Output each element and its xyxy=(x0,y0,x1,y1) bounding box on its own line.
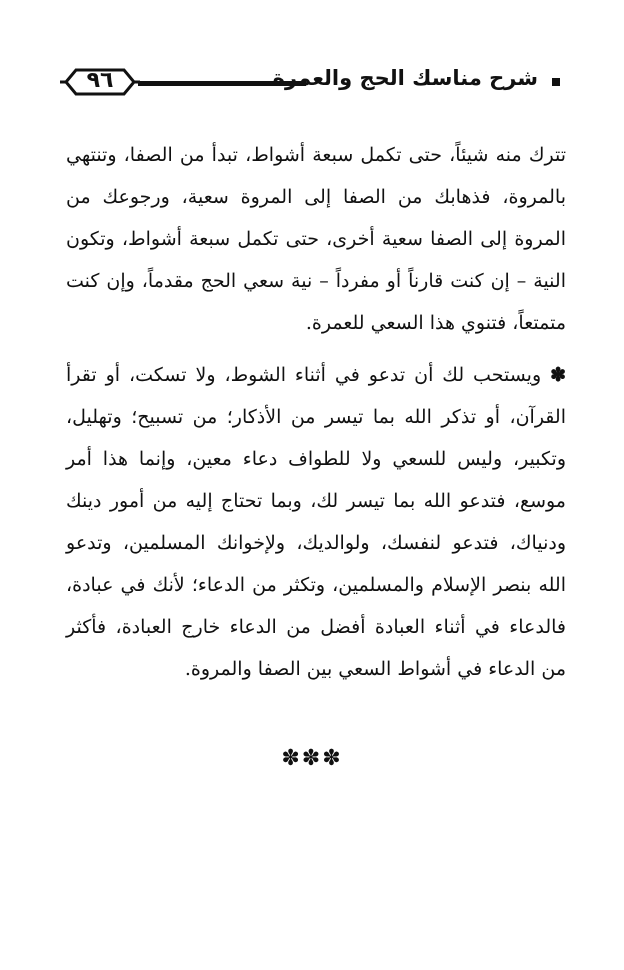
paragraph-2-text: ويستحب لك أن تدعو في أثناء الشوط، ولا تسكت، أو تقرأ القرآن، أو تذكر الله بما تيسر من الأذكار؛ من تسبيح؛ وتهليل، وتكبير، وليس للسعي ولا للطواف دعاء معين، وإنما هذا أمر موسع، فتدعو الله بما تيسر لك، وبما تحتاج إليه من أمور دينك ودنياك، فتدعو لنفسك، ولوالديك، ولإخوانك المسلمين، وتدعو الله بنصر الإسلام والمسلمين، وتكثر من الدعاء؛ لأنك في عبادة، فالدعاء في أثناء العبادة أفضل من الدعاء خارج العبادة، فأكثر من الدعاء في أشواط السعي بين الصفا والمروة. xyxy=(66,364,566,680)
page-number-badge xyxy=(60,64,140,100)
paragraph-1-text: تترك منه شيئاً، حتى تكمل سبعة أشواط، تبدأ من الصفا، وتنتهي بالمروة، فذهابك من الصفا إلى المروة سعية، ورجوعك من المروة إلى الصفا سعية أخرى، حتى تكمل سبعة أشواط، وتكون النية – إن كنت قارناً أو مفرداً – نية سعي الحج مقدماً، وإن كنت متمتعاً، فتنوي هذا السعي للعمرة. xyxy=(66,144,566,334)
page-body xyxy=(66,134,566,700)
book-title: شرح مناسك الحج والعمرة xyxy=(272,66,538,90)
paragraph-2 xyxy=(66,354,566,690)
section-separator: ✽✽✽ xyxy=(281,746,343,771)
page-number: ٩٦ xyxy=(86,68,114,93)
asterisk-bullet-icon: ✽ xyxy=(550,364,566,386)
page-header xyxy=(60,64,560,104)
paragraph-1 xyxy=(66,134,566,344)
square-bullet-icon xyxy=(552,78,560,86)
